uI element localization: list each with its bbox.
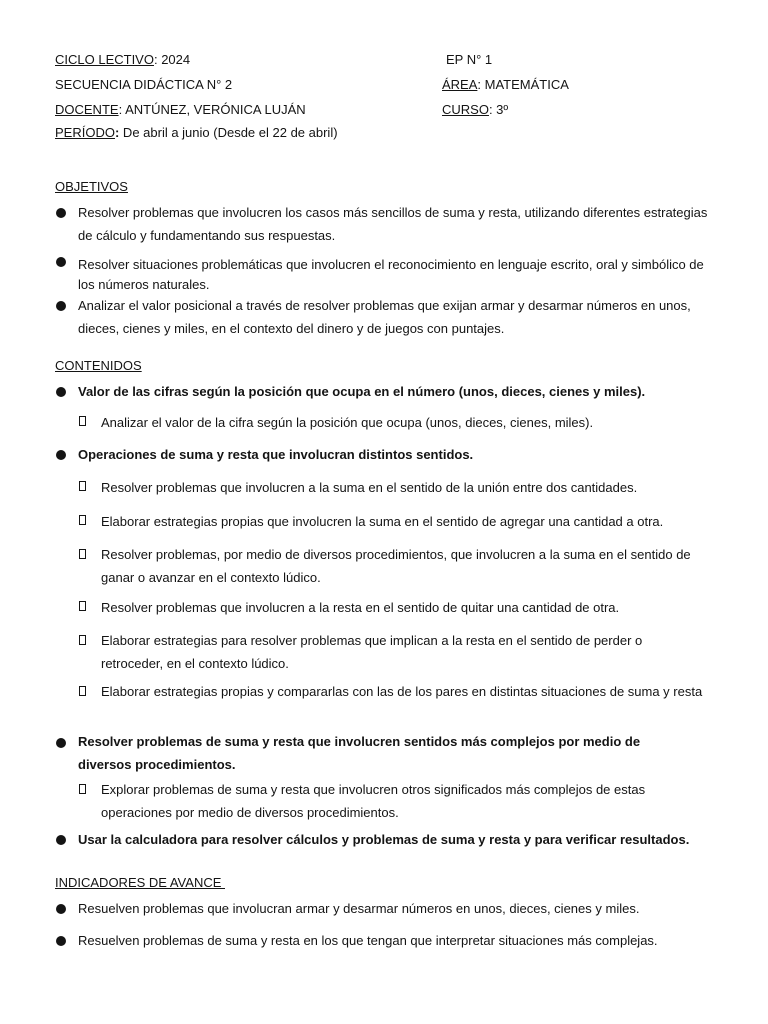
square-bullet-icon [79, 686, 86, 696]
objetivos-heading: OBJETIVOS [55, 179, 128, 194]
square-bullet-icon [79, 635, 86, 645]
bullet-icon [56, 257, 66, 267]
periodo-line [55, 126, 338, 139]
contenido-item: Resolver problemas que involucren a la suma en el sentido de la unión entre dos cantidades. [101, 480, 638, 495]
indicador-item: Resuelven problemas de suma y resta en los que tengan que interpretar situaciones más complejas. [78, 933, 658, 948]
objetivo-item: Resolver problemas que involucren los casos más sencillos de suma y resta, utilizando diferentes estrategias de cálculo y fundamentando sus respuestas. [78, 205, 708, 243]
objetivo-item: Resolver situaciones problemáticas que involucren el reconocimiento en lenguaje escrito, oral y simbólico de los números naturales. [78, 257, 704, 292]
square-bullet-icon [79, 784, 86, 794]
contenido-title: Resolver problemas de suma y resta que involucren sentidos más complejos por medio de diversos procedimientos. [78, 734, 641, 772]
indicadores-heading: INDICADORES DE AVANCE [55, 875, 225, 890]
docente-label: DOCENTE [55, 102, 119, 117]
bullet-icon [56, 301, 66, 311]
contenidos-heading: CONTENIDOS [55, 358, 142, 373]
ciclo-lectivo-label: CICLO LECTIVO [55, 52, 154, 67]
periodo-label: PERÍODO [55, 125, 115, 140]
bullet-icon [56, 738, 66, 748]
area-line [442, 78, 569, 91]
contenido-item: Explorar problemas de suma y resta que involucren otros significados más complejos de estas operaciones por medio de diversos procedimientos. [101, 782, 646, 820]
bullet-icon [56, 450, 66, 460]
contenido-item: Elaborar estrategias para resolver problemas que implican a la resta en el sentido de perder o retroceder, en el contexto lúdico. [101, 633, 643, 671]
docente-value: : ANTÚNEZ, VERÓNICA LUJÁN [118, 102, 306, 117]
bullet-icon [56, 387, 66, 397]
square-bullet-icon [79, 481, 86, 491]
curso-line [442, 103, 508, 116]
contenido-title: Usar la calculadora para resolver cálculos y problemas de suma y resta y para verificar resultados. [78, 832, 690, 847]
area-label: ÁREA [442, 77, 478, 92]
contenido-title: Valor de las cifras según la posición que ocupa en el número (unos, dieces, cienes y miles). [78, 384, 646, 399]
bullet-icon [56, 835, 66, 845]
periodo-colon: : [114, 125, 120, 140]
secuencia-didactica: SECUENCIA DIDÁCTICA N° 2 [55, 77, 233, 92]
curso-label: CURSO [442, 102, 489, 117]
square-bullet-icon [79, 416, 86, 426]
bullet-icon [56, 904, 66, 914]
bullet-icon [56, 208, 66, 218]
indicador-item: Resuelven problemas que involucran armar y desarmar números en unos, dieces, cienes y miles. [78, 901, 640, 916]
square-bullet-icon [79, 601, 86, 611]
contenido-item: Resolver problemas, por medio de diversos procedimientos, que involucren a la suma en el sentido de ganar o avanzar en el contexto lúdico. [101, 547, 691, 585]
contenido-item: Analizar el valor de la cifra según la posición que ocupa (unos, dieces, cienes, miles). [101, 415, 594, 430]
contenido-item: Elaborar estrategias propias que involucren la suma en el sentido de agregar una cantidad a otra. [101, 514, 664, 529]
school-number: EP N° 1 [446, 52, 493, 67]
contenido-item: Elaborar estrategias propias y compararlas con las de los pares en distintas situaciones de suma y resta [101, 684, 703, 699]
ciclo-lectivo-line [55, 53, 190, 66]
periodo-value: De abril a junio (Desde el 22 de abril) [119, 125, 338, 140]
area-value: : MATEMÁTICA [477, 77, 569, 92]
square-bullet-icon [79, 515, 86, 525]
bullet-icon [56, 936, 66, 946]
curso-value: : 3º [488, 102, 509, 117]
ciclo-lectivo-value: : 2024 [153, 52, 191, 67]
square-bullet-icon [79, 549, 86, 559]
contenido-title: Operaciones de suma y resta que involucran distintos sentidos. [78, 447, 474, 462]
docente-line [55, 103, 306, 116]
objetivo-item: Analizar el valor posicional a través de resolver problemas que exijan armar y desarmar números en unos, dieces, cienes y miles, en el contexto del dinero y de juegos con puntajes. [78, 298, 691, 336]
contenido-item: Resolver problemas que involucren a la resta en el sentido de quitar una cantidad de otra. [101, 600, 620, 615]
